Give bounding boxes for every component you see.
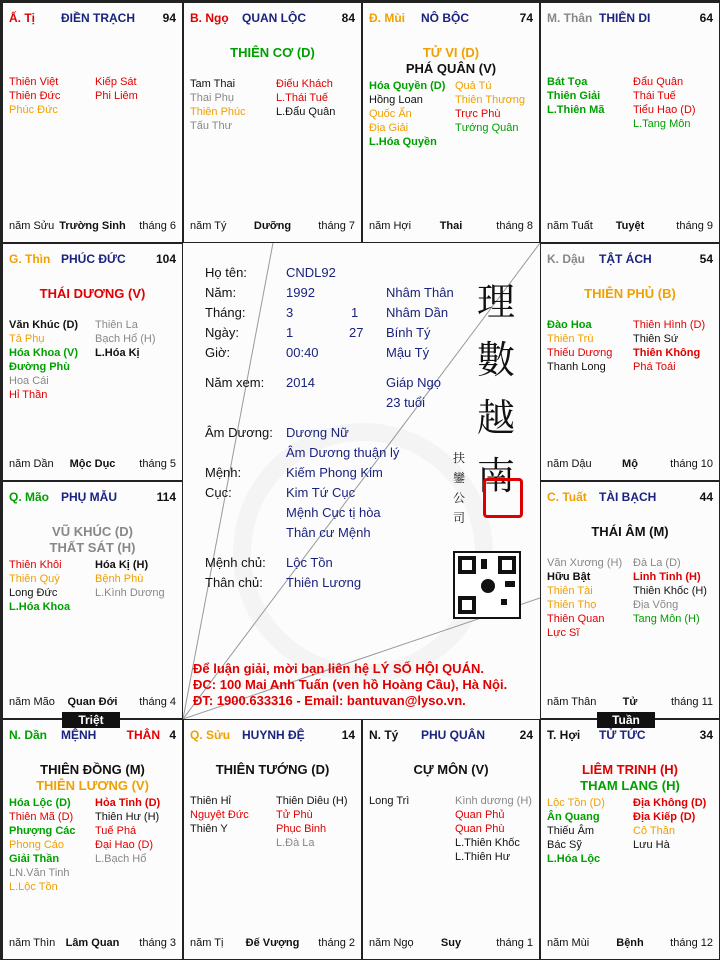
- minor-star: Đà La (D): [633, 557, 681, 569]
- year-cycle: năm Mão: [9, 696, 55, 708]
- month-label: tháng 2: [318, 937, 355, 949]
- minor-star: Thiên Tài: [547, 585, 593, 597]
- calligraphy-char: 越: [476, 396, 515, 440]
- minor-stars-right: [455, 79, 540, 135]
- palace-name: THIÊN DI: [599, 11, 651, 25]
- name-value: CNDL92: [286, 265, 336, 280]
- palace-number: 44: [699, 490, 713, 504]
- than-marker: THÂN: [126, 728, 160, 742]
- calligraphy-char: 數: [476, 338, 515, 382]
- year-cycle: năm Thìn: [9, 937, 56, 949]
- minor-star: L.Hóa Lộc: [547, 853, 601, 865]
- month-label: tháng 10: [670, 458, 713, 470]
- minor-stars-left: [547, 75, 633, 117]
- minor-star: Thiên Thọ: [547, 599, 597, 611]
- view-year-canchi: Giáp Ngọ: [386, 375, 441, 390]
- palace-header: [9, 252, 176, 268]
- palace-name: HUYNH ĐỆ: [242, 728, 305, 742]
- month-label: tháng 6: [139, 220, 176, 232]
- palace-footer: [190, 937, 355, 951]
- than-chu-label: Thân chủ:: [205, 575, 263, 590]
- minor-stars-right: [95, 318, 181, 360]
- life-stage: Mộ: [622, 458, 638, 470]
- minor-star: L.Thiên Hư: [455, 851, 511, 863]
- minor-star: Thiên Việt: [9, 76, 59, 88]
- minor-star: Thiếu Dương: [547, 347, 613, 359]
- minor-star: Tiểu Hao (D): [633, 104, 696, 116]
- minor-stars-left: [9, 75, 95, 117]
- minor-star: Hữu Bật: [547, 571, 591, 583]
- minor-star: Phá Toái: [633, 361, 676, 373]
- palace-footer: [547, 220, 713, 234]
- minor-stars-right: [276, 77, 362, 119]
- contact-line: Để luận giải, mời bạn liên hệ LÝ SỐ HỘI QUÁN.: [193, 661, 484, 676]
- life-stage: Thai: [439, 220, 463, 232]
- minor-stars-right: [95, 75, 181, 103]
- palace-header: [547, 252, 713, 268]
- minor-star: Trực Phù: [455, 108, 501, 120]
- palace-number: 84: [341, 11, 355, 25]
- palace-footer: [547, 937, 713, 951]
- palace-name: ĐIỀN TRẠCH: [61, 11, 135, 25]
- month-solar: 3: [286, 305, 294, 320]
- minor-star: L.Lộc Tồn: [9, 881, 58, 893]
- minor-star: Hỏa Tinh (D): [95, 797, 161, 809]
- tuan-tag: Tuần: [597, 712, 655, 728]
- day-canchi: Bính Tý: [386, 325, 431, 340]
- minor-star: Thiên La: [95, 319, 138, 331]
- palace-footer: [547, 696, 713, 710]
- minor-stars-left: [369, 79, 455, 149]
- year-cycle: năm Tị: [190, 937, 224, 949]
- palace-footer: [9, 220, 176, 234]
- branch-label: T. Hợi: [547, 728, 581, 742]
- palace-cell-dau[interactable]: [540, 243, 720, 481]
- life-stage: Tử: [622, 696, 638, 708]
- am-duong-value: Dương Nữ: [286, 425, 349, 440]
- red-seal-stamp: [483, 478, 523, 518]
- minor-star: Thiếu Âm: [547, 825, 595, 837]
- month-label: tháng 9: [676, 220, 713, 232]
- minor-star: Hồng Loan: [369, 94, 423, 106]
- phone-email-line: ĐT: 1900.633316 - Email: bantuvan@lyso.vn.: [193, 693, 466, 708]
- minor-star: Bệnh Phù: [95, 573, 144, 585]
- minor-star: Quốc Ấn: [369, 108, 412, 120]
- view-year-value: 2014: [286, 375, 315, 390]
- minor-star: Tang Môn (H): [633, 613, 700, 625]
- palace-footer: [9, 458, 176, 472]
- minor-star: Đào Hoa: [547, 319, 592, 331]
- palace-cell-ty[interactable]: [362, 719, 540, 960]
- year-value: 1992: [286, 285, 315, 300]
- am-duong-note: Âm Dương thuận lý: [286, 445, 400, 460]
- minor-stars-right: [455, 794, 540, 864]
- minor-star: Thiên Sứ: [633, 333, 679, 345]
- palace-cell-ngo[interactable]: [183, 2, 362, 243]
- major-star: TỬ VI (D): [422, 45, 480, 60]
- minor-star: L.Kình Dương: [95, 587, 165, 599]
- year-canchi: Nhâm Thân: [386, 285, 454, 300]
- minor-star: Thiên Mã (D): [9, 811, 74, 823]
- year-cycle: năm Thân: [547, 696, 597, 708]
- minor-star: L.Tang Môn: [633, 118, 691, 130]
- minor-star: L.Hóa Quyền: [369, 136, 437, 148]
- major-star: PHÁ QUÂN (V): [405, 61, 497, 76]
- minor-star: Thiên Hình (D): [633, 319, 706, 331]
- palace-header: [369, 728, 533, 744]
- qr-code[interactable]: [453, 551, 521, 619]
- minor-star: Hóa Kị (H): [95, 559, 149, 571]
- than-chu-value: Thiên Lương: [286, 575, 362, 590]
- palace-name: NÔ BỘC: [421, 11, 469, 25]
- minor-stars-right: [633, 556, 719, 626]
- palace-cell-thin[interactable]: [2, 243, 183, 481]
- view-year-label: Năm xem:: [205, 375, 265, 390]
- menh-value: Kiếm Phong Kim: [286, 465, 383, 480]
- minor-stars-left: [369, 794, 455, 808]
- minor-stars-left: [547, 796, 633, 866]
- month-label: tháng 5: [139, 458, 176, 470]
- minor-star: Hóa Lộc (D): [9, 797, 71, 809]
- palace-footer: [9, 937, 176, 951]
- branch-label: Q. Sửu: [190, 728, 231, 742]
- palace-header: [369, 11, 533, 27]
- minor-star: Thiên Hỉ: [190, 795, 231, 807]
- minor-star: L.Đẩu Quân: [276, 106, 336, 118]
- am-duong-label: Âm Dương:: [205, 425, 273, 440]
- palace-header: [190, 728, 355, 744]
- minor-star: Đẩu Quân: [633, 76, 684, 88]
- minor-star: Lộc Tồn (D): [547, 797, 605, 809]
- minor-star: Quan Phủ: [455, 809, 505, 821]
- month-label: tháng 11: [670, 696, 713, 708]
- minor-star: Thiên Không: [633, 347, 701, 359]
- minor-stars-right: [633, 75, 719, 131]
- palace-footer: [369, 937, 533, 951]
- year-label: Năm:: [205, 285, 237, 300]
- minor-stars-right: [95, 558, 181, 600]
- month-label: tháng 3: [139, 937, 176, 949]
- major-star: THIÊN ĐỒNG (M): [40, 762, 145, 777]
- minor-star: Nguyệt Đức: [190, 809, 249, 821]
- year-cycle: năm Dần: [9, 458, 54, 470]
- minor-star: Lực Sĩ: [547, 627, 580, 639]
- minor-star: Lưu Hà: [633, 839, 670, 851]
- minor-star: Kiếp Sát: [95, 76, 137, 88]
- hour-value: 00:40: [286, 345, 319, 360]
- month-label: tháng 8: [496, 220, 533, 232]
- year-cycle: năm Tý: [190, 220, 227, 232]
- minor-stars-right: [276, 794, 362, 850]
- minor-star: L.Thiên Khốc: [455, 837, 520, 849]
- minor-star: Thiên Quan: [547, 613, 605, 625]
- minor-star: Long Trì: [369, 795, 410, 807]
- branch-label: N. Tý: [369, 728, 399, 742]
- palace-footer: [9, 696, 176, 710]
- than-cu-note: Thân cư Mệnh: [286, 525, 371, 540]
- year-cycle: năm Ngọ: [369, 937, 414, 949]
- center-info-panel: [183, 243, 540, 719]
- minor-stars-left: [9, 558, 95, 614]
- palace-cell-suu[interactable]: [183, 719, 362, 960]
- major-star: THIÊN CƠ (D): [230, 45, 315, 60]
- minor-star: Văn Xương (H): [547, 557, 623, 569]
- minor-star: Phúc Đức: [9, 104, 58, 116]
- branch-label: G. Thìn: [9, 252, 51, 266]
- minor-star: Ân Quang: [547, 811, 600, 823]
- month-lunar: 1: [351, 305, 359, 320]
- palace-cell-hoi[interactable]: [540, 719, 720, 960]
- life-stage: Dưỡng: [253, 220, 292, 232]
- palace-number: 94: [162, 11, 176, 25]
- palace-footer: [547, 458, 713, 472]
- major-star: THAM LANG (H): [580, 778, 680, 793]
- branch-label: C. Tuất: [547, 490, 587, 504]
- major-star: THẤT SÁT (H): [49, 540, 136, 555]
- palace-name: PHỤ MẪU: [61, 490, 117, 504]
- hour-canchi: Mậu Tý: [386, 345, 430, 360]
- palace-number: 104: [155, 252, 176, 266]
- minor-star: Thiên Giải: [547, 90, 601, 102]
- minor-star: L.Hóa Khoa: [9, 601, 71, 613]
- minor-star: L.Thiên Mã: [547, 104, 605, 116]
- branch-label: Ấ. Tị: [9, 11, 35, 25]
- month-label: Tháng:: [205, 305, 246, 320]
- palace-header: [547, 11, 713, 27]
- major-star: CỰ MÔN (V): [413, 762, 489, 777]
- minor-star: Địa Giải: [369, 122, 409, 134]
- year-cycle: năm Tuất: [547, 220, 593, 232]
- major-star: THIÊN TƯỚNG (D): [215, 762, 330, 777]
- minor-star: Hóa Quyền (D): [369, 80, 446, 92]
- branch-label: M. Thân: [547, 11, 593, 25]
- palace-cell-mui[interactable]: [362, 2, 540, 243]
- year-cycle: năm Mùi: [547, 937, 590, 949]
- minor-star: L.Thái Tuế: [276, 92, 328, 104]
- palace-header: [9, 11, 176, 27]
- minor-stars-left: [547, 318, 633, 374]
- major-star: LIÊM TRINH (H): [581, 762, 679, 777]
- minor-star: Đường Phù: [9, 361, 70, 373]
- branch-label: B. Ngọ: [190, 11, 229, 25]
- branch-label: Q. Mão: [9, 490, 50, 504]
- minor-star: L.Hóa Kị: [95, 347, 140, 359]
- cuc-value: Kim Tứ Cục: [286, 485, 356, 500]
- minor-star: Hóa Khoa (V): [9, 347, 79, 359]
- year-cycle: năm Dậu: [547, 458, 592, 470]
- palace-header: [190, 11, 355, 27]
- menh-chu-value: Lộc Tồn: [286, 555, 333, 570]
- minor-star: Phục Binh: [276, 823, 327, 835]
- minor-star: Địa Kiếp (D): [633, 811, 696, 823]
- minor-star: Phong Cáo: [9, 839, 65, 851]
- calligraphy-logo: [471, 273, 521, 505]
- palace-number: 24: [519, 728, 533, 742]
- minor-stars-right: [633, 318, 719, 374]
- life-stage: Lâm Quan: [65, 937, 120, 949]
- minor-stars-left: [190, 77, 276, 133]
- life-stage: Bệnh: [616, 937, 644, 949]
- minor-star: Đại Hao (D): [95, 839, 154, 851]
- cuc-note: Mệnh Cục tị hòa: [286, 505, 381, 520]
- major-star: THIÊN LƯƠNG (V): [36, 778, 149, 793]
- major-star: THIÊN PHỦ (B): [584, 286, 676, 301]
- month-canchi: Nhâm Dần: [386, 305, 449, 320]
- major-star: VŨ KHÚC (D): [52, 524, 133, 539]
- palace-header: [9, 728, 176, 744]
- minor-star: Địa Võng: [633, 599, 679, 611]
- minor-stars-left: [190, 794, 276, 836]
- palace-footer: [190, 220, 355, 234]
- palace-number: 74: [519, 11, 533, 25]
- minor-stars-left: [9, 796, 95, 894]
- minor-star: Hoa Cái: [9, 375, 49, 387]
- palace-number: 4: [169, 728, 176, 742]
- minor-star: L.Bạch Hổ: [95, 853, 147, 865]
- minor-star: Văn Khúc (D): [9, 319, 79, 331]
- minor-stars-right: [95, 796, 181, 866]
- minor-star: Tuế Phá: [95, 825, 137, 837]
- day-lunar: 27: [349, 325, 364, 340]
- palace-cell-tuat[interactable]: [540, 481, 720, 719]
- minor-star: Bác Sỹ: [547, 839, 582, 851]
- minor-star: Thiên Phúc: [190, 106, 246, 118]
- palace-number: 64: [699, 11, 713, 25]
- palace-cell-dan[interactable]: [2, 719, 183, 960]
- minor-star: Thiên Hư (H): [95, 811, 160, 823]
- year-cycle: năm Hợi: [369, 220, 412, 232]
- minor-star: Thanh Long: [547, 361, 606, 373]
- month-label: tháng 4: [139, 696, 176, 708]
- palace-cell-ti[interactable]: [2, 2, 183, 243]
- major-star: THÁI ÂM (M): [591, 524, 669, 539]
- calligraphy-char: 理: [476, 280, 515, 324]
- palace-number: 14: [341, 728, 355, 742]
- minor-star: Thiên Khôi: [9, 559, 62, 571]
- minor-star: Long Đức: [9, 587, 58, 599]
- minor-star: Quả Tú: [455, 80, 492, 92]
- palace-header: [9, 490, 176, 506]
- day-label: Ngày:: [205, 325, 239, 340]
- life-stage: Đế Vượng: [245, 937, 300, 949]
- minor-star: Phượng Các: [9, 825, 76, 837]
- life-stage: Tuyệt: [615, 220, 645, 232]
- day-solar: 1: [286, 325, 294, 340]
- age-value: 23 tuổi: [386, 395, 426, 410]
- branch-label: N. Dần: [9, 728, 48, 742]
- minor-star: Thiên Diêu (H): [276, 795, 348, 807]
- minor-star: Tả Phụ: [9, 333, 45, 345]
- hour-label: Giờ:: [205, 345, 231, 360]
- palace-name: TỬ TỨC: [599, 728, 646, 742]
- minor-stars-left: [547, 556, 633, 640]
- minor-star: Kình dương (H): [455, 795, 532, 807]
- minor-star: Bát Tọa: [547, 76, 588, 88]
- name-label: Họ tên:: [205, 265, 247, 280]
- minor-star: Thiên Đức: [9, 90, 61, 102]
- major-star: THÁI DƯƠNG (V): [39, 286, 146, 301]
- minor-star: Hỉ Thần: [9, 389, 48, 401]
- minor-star: Tử Phù: [276, 809, 313, 821]
- palace-name: TÀI BẠCH: [599, 490, 657, 504]
- month-label: tháng 7: [318, 220, 355, 232]
- palace-name: PHÚC ĐỨC: [61, 252, 126, 266]
- life-stage: Mộc Dục: [69, 458, 116, 470]
- minor-star: Quan Phù: [455, 823, 505, 835]
- minor-star: Giải Thần: [9, 853, 60, 865]
- minor-star: Linh Tinh (H): [633, 571, 701, 583]
- menh-chu-label: Mệnh chủ:: [205, 555, 266, 570]
- palace-number: 114: [156, 490, 176, 504]
- minor-star: Địa Không (D): [633, 797, 707, 809]
- minor-star: LN.Văn Tinh: [9, 867, 70, 879]
- minor-star: Thiên Thương: [455, 94, 526, 106]
- minor-star: Thiên Trù: [547, 333, 594, 345]
- minor-star: Bạch Hổ (H): [95, 333, 156, 345]
- life-stage: Suy: [440, 937, 462, 949]
- minor-stars-right: [633, 796, 719, 852]
- minor-stars-left: [9, 318, 95, 402]
- palace-header: [547, 490, 713, 506]
- minor-star: Thiên Khốc (H): [633, 585, 707, 597]
- cuc-label: Cục:: [205, 485, 232, 500]
- palace-cell-mao[interactable]: [2, 481, 183, 719]
- menh-label: Mệnh:: [205, 465, 242, 480]
- life-stage: Quan Đới: [67, 696, 118, 708]
- life-stage: Trường Sinh: [59, 220, 126, 232]
- palace-name: TẬT ÁCH: [599, 252, 652, 266]
- palace-number: 34: [699, 728, 713, 742]
- palace-name: PHU QUÂN: [421, 728, 486, 742]
- address-line: ĐC: 100 Mai Anh Tuấn (ven hồ Hoàng Cầu), Hà Nội.: [193, 677, 508, 692]
- month-label: tháng 1: [496, 937, 533, 949]
- branch-label: Đ. Mùi: [369, 11, 405, 25]
- palace-cell-than[interactable]: [540, 2, 720, 243]
- minor-star: Cô Thần: [633, 825, 675, 837]
- palace-name: QUAN LỘC: [242, 11, 306, 25]
- calligraphy-char: 南: [476, 454, 515, 498]
- minor-star: Thai Phụ: [190, 92, 235, 104]
- minor-star: Tam Thai: [190, 78, 236, 90]
- minor-star: Thiên Y: [190, 823, 228, 835]
- company-text: 扶 鑾 公 司: [453, 451, 466, 525]
- branch-label: K. Dậu: [547, 252, 586, 266]
- palace-header: [547, 728, 713, 744]
- minor-star: Điếu Khách: [276, 78, 333, 90]
- minor-star: Tấu Thư: [190, 120, 233, 132]
- palace-number: 54: [699, 252, 713, 266]
- minor-star: Tướng Quân: [455, 122, 519, 134]
- minor-star: L.Đà La: [276, 837, 315, 849]
- palace-footer: [369, 220, 533, 234]
- palace-name: MỆNH: [61, 728, 97, 742]
- year-cycle: năm Sửu: [9, 220, 55, 232]
- minor-star: Thái Tuế: [633, 90, 676, 102]
- minor-star: Thiên Quý: [9, 573, 60, 585]
- triet-tag: Triệt: [62, 712, 120, 728]
- minor-star: Phi Liêm: [95, 90, 138, 102]
- month-label: tháng 12: [670, 937, 713, 949]
